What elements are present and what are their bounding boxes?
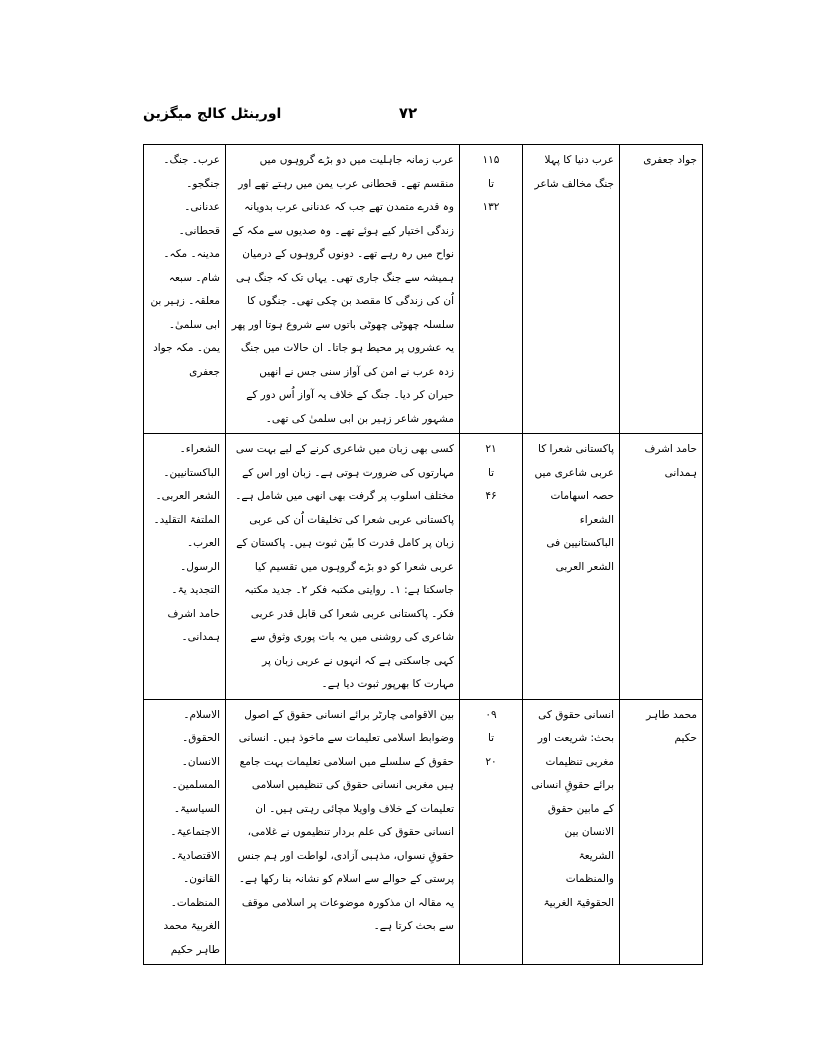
journal-title: اورینٹل کالج میگزین: [143, 106, 282, 122]
author-cell: محمد طاہر حکیم: [620, 699, 703, 965]
pages-cell: [460, 434, 523, 700]
page-start: ۲۱: [485, 443, 497, 455]
title-cell: پاکستانی شعرا کا عربی شاعری میں حصہ اسھامات الشعراء الباکستانیین فی الشعر العربی: [523, 434, 620, 700]
table-row: [144, 434, 703, 700]
summary-cell: بین الاقوامی چارٹر برائے انسانی حقوق کے اصول وضوابط اسلامی تعلیمات سے ماخوذ ہیں۔ انسانی حقوق کے سلسلے میں اسلامی تعلیمات بہت جامع ہیں مغربی انسانی حقوق کی تنظیمیں اسلامی تعلیمات کے خلاف واویلا مچائی رہتی ہیں۔ ان انسانی حقوق کی علم بردار تنظیموں نے غلامی، حقوقِ نسواں، مذہبی آزادی، لواطت اور ہم جنس پرستی کے حوالے سے اسلام کو نشانہ بنا رکھا ہے۔ یہ مقالہ ان مذکورہ موضوعات پر اسلامی موقف سے بحث کرتا ہے۔: [226, 699, 460, 965]
author-cell: جواد جعفری: [620, 145, 703, 434]
keywords-cell: عرب۔ جنگ۔ جنگجو۔ عدنانی۔ قحطانی۔ مدینہ۔ مکہ۔ شام۔ سبعہ معلقہ۔ زہیر بن ابی سلمیٰ۔ یمن۔ مکہ جواد جعفری: [144, 145, 226, 434]
title-cell: عرب دنیا کا پہلا جنگ مخالف شاعر: [523, 145, 620, 434]
page-start: ۱۱۵: [482, 154, 500, 166]
page-number: ۷۲: [398, 104, 418, 122]
article-index-table: [143, 144, 703, 965]
page-end: ۲۰: [485, 755, 497, 768]
author-cell: حامد اشرف ہمدانی: [620, 434, 703, 700]
page-end: ۴۶: [485, 490, 497, 502]
keywords-cell: الاسلام۔ الحقوق۔ الانسان۔ المسلمین۔ السیاسیۃ۔ الاجتماعیۃ۔ الاقتصادیۃ۔ القانون۔ المنظمات۔ الغربیۃ محمد طاہر حکیم: [144, 699, 226, 965]
table-row: [144, 699, 703, 965]
page-end: ۱۳۲: [482, 201, 500, 213]
summary-cell: کسی بھی زبان میں شاعری کرنے کے لیے بہت سی مہارتوں کی ضرورت ہوتی ہے۔ زبان اور اس کے مختلف اسلوب پر گرفت بھی انھی میں شامل ہے۔ پاکستانی عربی شعرا کی تخلیقات اُن کی عربی زبان پر کامل قدرت کا بیّن ثبوت ہیں۔ پاکستان کے عربی شعرا کو دو بڑے گروہوں میں تقسیم کیا جاسکتا ہے: ۱۔ روایتی مکتبہ فکر ۲۔ جدید مکتبہ فکر۔ پاکستانی عربی شعرا کی قابل قدر عربی شاعری کی روشنی میں یہ بات پوری وثوق سے کہی جاسکتی ہے کہ انہوں نے عربی زبان پر مہارت کا بھرپور ثبوت دیا ہے۔: [226, 434, 460, 700]
summary-cell: عرب زمانہ جاہلیت میں دو بڑے گروہوں میں منقسم تھے۔ قحطانی عرب یمن میں رہتے تھے اور وہ قدرے متمدن تھے جب کہ عدنانی عرب بدویانہ زندگی اختیار کیے ہوئے تھے۔ وہ صدیوں سے مکہ کے نواح میں رہ رہے تھے۔ دونوں گروہوں کے درمیان ہمیشہ سے جنگ جاری تھی۔ یہاں تک کہ جنگ ہی اُن کی زندگی کا مقصد بن چکی تھی۔ جنگوں کا سلسلہ چھوٹی چھوٹی باتوں سے شروع ہوتا اور پھر یہ عشروں پر محیط ہو جاتا۔ ان حالات میں جنگ زدہ عرب نے امن کی آواز سنی جس نے انھیں حیران کر دیا۔ جنگ کے خلاف یہ آواز اُس دور کے مشہور شاعر زہیر بن ابی سلمیٰ کی تھی۔: [226, 145, 460, 434]
title-cell: انسانی حقوق کی بحث: شریعت اور مغربی تنظیمات برائے حقوقِ انسانی کے مابین حقوق الانسان بین الشریعۃ والمنظمات الحقوقیۃ الغربیۃ: [523, 699, 620, 965]
page-start: ۰۹: [485, 708, 497, 721]
page-header: [143, 104, 674, 132]
keywords-cell: الشعراء۔ الباکستانیین۔ الشعر العربی۔ الملتفۃ التقلید۔ العرب۔ الرسول۔ التجدید یۃ۔ حامد اشرف ہمدانی۔: [144, 434, 226, 700]
pages-cell: [460, 145, 523, 434]
page-range-separator: تا: [487, 732, 495, 744]
page-range-separator: تا: [487, 177, 495, 190]
pages-cell: [460, 699, 523, 965]
table-row: [144, 145, 703, 434]
page-range-separator: تا: [487, 466, 495, 479]
